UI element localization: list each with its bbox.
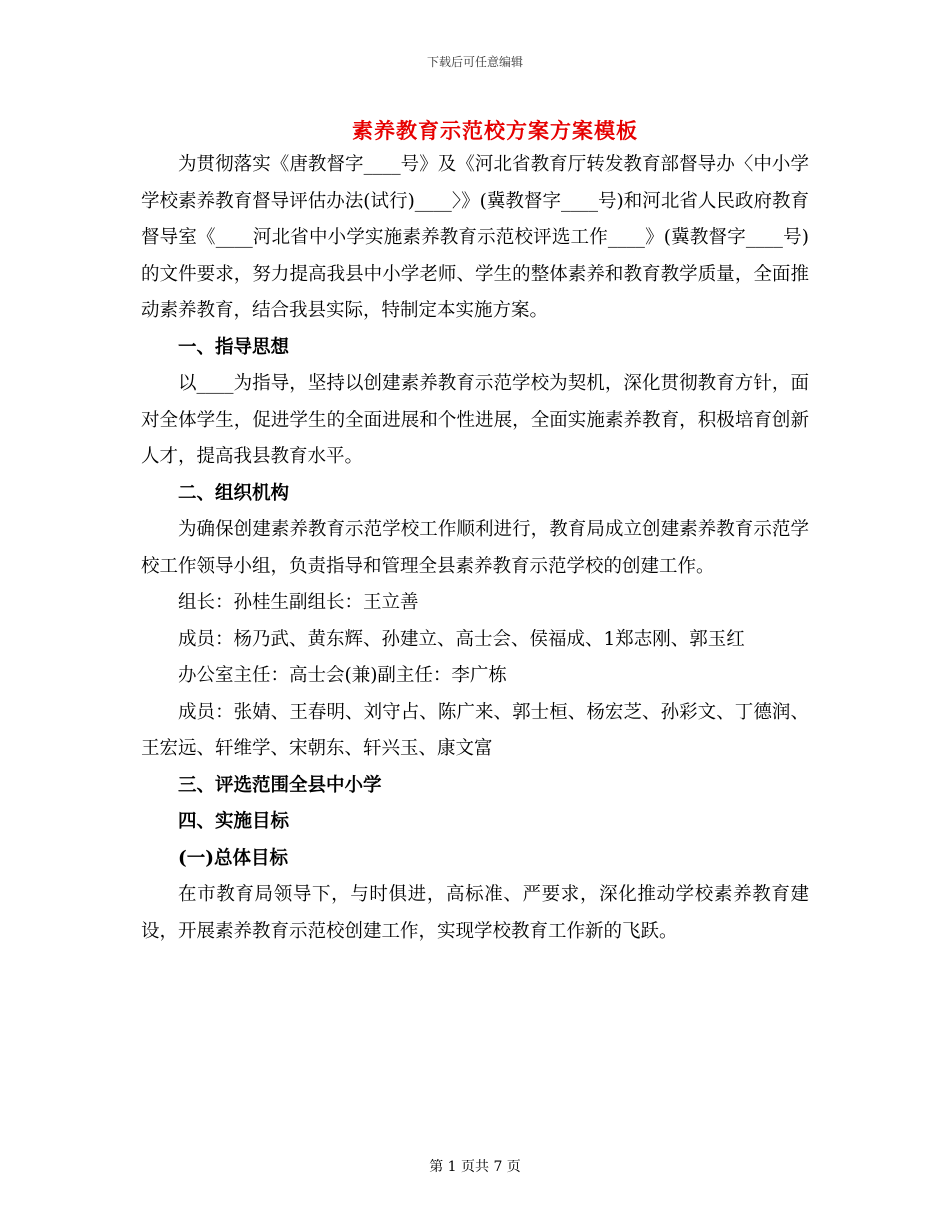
header-note: 下载后可任意编辑 xyxy=(426,55,523,69)
members-line-2: 成员：张婧、王春明、刘守占、陈广来、郭士桓、杨宏芝、孙彩文、丁德润、王宏远、轩维学、宋朝东、轩兴玉、康文富 xyxy=(141,701,809,759)
guiding-thought-paragraph: 以____为指导，坚持以创建素养教育示范学校为契机，深化贯彻教育方针，面对全体学生，促进学生的全面进展和个性进展，全面实施素养教育，积极培育创新人才，提高我县教育水平。 xyxy=(141,373,809,467)
section-heading-guiding-thought: 一、指导思想 xyxy=(178,336,290,358)
section-heading-goals: 四、实施目标 xyxy=(178,811,290,832)
document-title: 素养教育示范校方案方案模板 xyxy=(352,118,638,143)
members-line-1: 成员：杨乃武、黄东辉、孙建立、高士会、侯福成、1郑志刚、郭玉红 xyxy=(178,628,745,650)
intro-paragraph: 为贯彻落实《唐教督字____号》及《河北省教育厅转发教育部督导办〈中小学学校素养教育督导评估办法(试行)____〉》(冀教督字____号)和河北省人民政府教育督导室《____河北省中小学实施素养教育示范校评选工作____》(冀教督字____号)的文件要求，努力提高我县中小学老师、学生的整体素养和教育教学质量，全面推动素养教育，结合我县实际，特制定本实施方案。 xyxy=(141,154,809,321)
document-body xyxy=(141,147,809,950)
page-footer: 第 1 页共 7 页 xyxy=(429,1159,521,1175)
section-heading-organization: 二、组织机构 xyxy=(178,482,290,504)
overall-goal-paragraph: 在市教育局领导下，与时俱进，高标准、严要求，深化推动学校素养教育建设，开展素养教育示范校创建工作，实现学校教育工作新的飞跃。 xyxy=(141,884,809,942)
leaders-line: 组长：孙桂生副组长：王立善 xyxy=(178,592,419,613)
office-line: 办公室主任：高士会(兼)副主任：李广栋 xyxy=(178,665,507,686)
subsection-heading-overall-goal: (一)总体目标 xyxy=(178,847,289,869)
section-heading-scope: 三、评选范围全县中小学 xyxy=(178,774,382,796)
organization-paragraph: 为确保创建素养教育示范学校工作顺利进行，教育局成立创建素养教育示范学校工作领导小组，负责指导和管理全县素养教育示范学校的创建工作。 xyxy=(141,519,809,577)
